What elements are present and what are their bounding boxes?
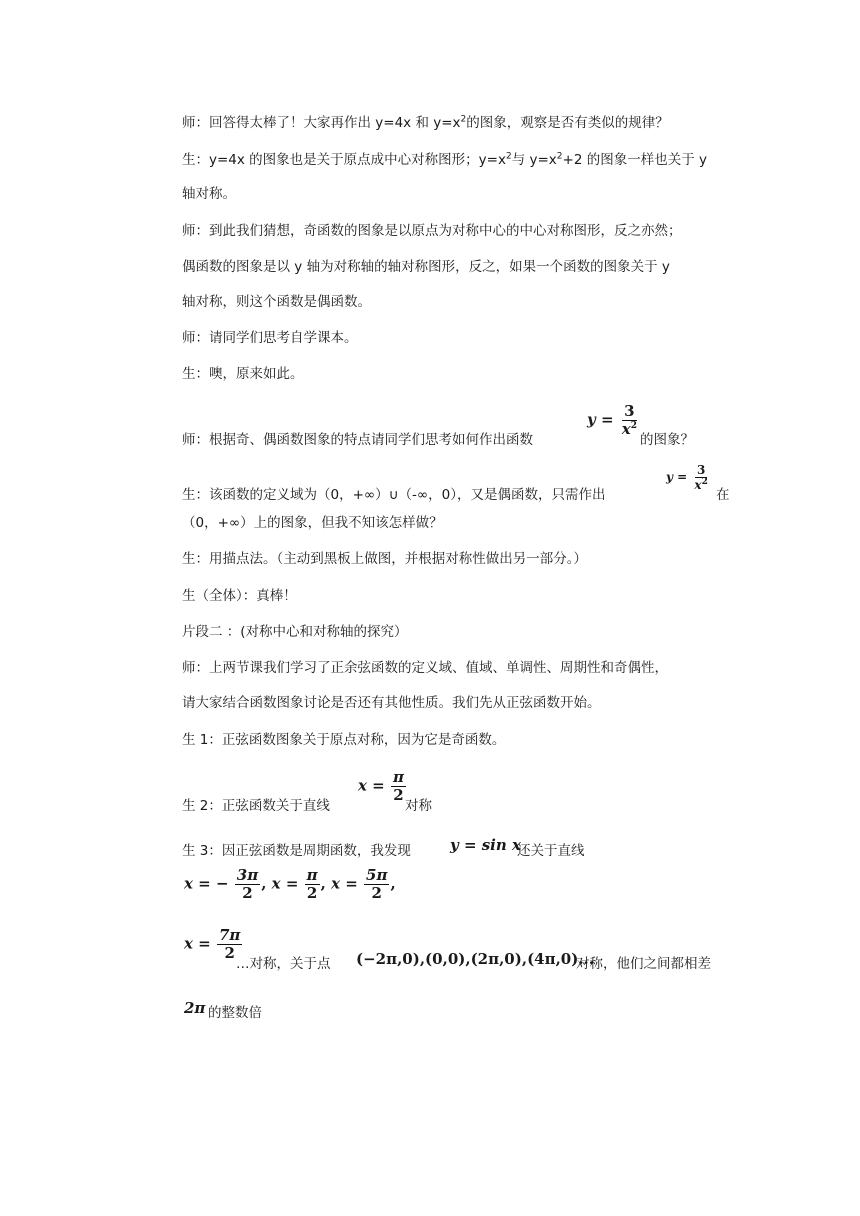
formula-text: y = xyxy=(587,410,614,429)
line-student-oh: 生：噢，原来如此。 xyxy=(182,366,304,382)
formula-y-sin-x xyxy=(450,836,521,854)
formula-text: x = − xyxy=(184,874,229,893)
numerator: 3 xyxy=(624,402,635,420)
text: +2 的图象一样也关于 y xyxy=(562,152,708,168)
exponent: 2 xyxy=(701,477,708,487)
denominator: 2 xyxy=(242,884,253,902)
comma: , xyxy=(261,874,267,893)
superscript: 2 xyxy=(505,151,512,162)
numerator: π xyxy=(392,768,404,786)
line-integer-multiple: 的整数倍 xyxy=(208,1005,262,1021)
denominator xyxy=(620,421,639,437)
superscript: 2 xyxy=(556,151,563,162)
formula-text: 2π xyxy=(184,999,206,1017)
formula-text: y = xyxy=(666,470,688,484)
exponent: 2 xyxy=(630,421,637,431)
text: 与 y=x xyxy=(511,152,557,168)
denominator: 2 xyxy=(371,884,382,902)
line-student-unsure: （0，+∞）上的图象，但我不知该怎样做？ xyxy=(182,515,443,531)
line-student-domain: 生：该函数的定义域为（0，+∞）∪（-∞，0），又是偶函数，只需作出 xyxy=(182,487,606,503)
line-student-plot: 生：用描点法。（主动到黑板上做图，并根据对称性做出另一部分。） xyxy=(182,551,587,567)
line-student3: 生 3：因正弦函数是周期函数，我发现 xyxy=(182,843,411,859)
fraction xyxy=(364,868,389,901)
line-teacher-question: 师：根据奇、偶函数图象的特点请同学们思考如何作出函数 xyxy=(182,432,533,448)
formula-text: x = xyxy=(358,776,385,795)
formula-2pi xyxy=(184,999,205,1017)
fraction xyxy=(620,404,639,437)
numerator: 5π xyxy=(366,866,388,884)
formula-symmetry-axes xyxy=(184,868,396,901)
line-teacher-review: 师：上两节课我们学习了正余弦函数的定义域、值域、单调性、周期性和奇偶性， xyxy=(182,660,668,676)
line-symmetric-points: …对称，关于点 xyxy=(236,956,331,972)
denominator: 2 xyxy=(224,944,235,962)
section-heading-two: 片段二 ：(对称中心和对称轴的探究） xyxy=(182,624,408,640)
comma: , xyxy=(390,874,396,893)
line-student2-end: 对称 xyxy=(405,798,432,814)
text: 师：回答得太棒了！大家再作出 y=4x 和 y=x xyxy=(182,115,461,131)
formula-text: x = xyxy=(271,874,299,893)
line-student3-end: 还关于直线 xyxy=(517,843,585,859)
line-even-conclusion: 轴对称，则这个函数是偶函数。 xyxy=(182,294,371,310)
formula-text: (−2π,0),(0,0),(2π,0),(4π,0)... xyxy=(356,950,595,968)
line-difference: 对称，他们之间都相差 xyxy=(576,956,711,972)
line-all-great: 生（全体）：真棒！ xyxy=(182,588,297,604)
text: 的图象，观察是否有类似的规律？ xyxy=(466,115,669,131)
denominator: 2 xyxy=(393,786,404,804)
fraction xyxy=(692,464,709,491)
line-student2: 生 2：正弦函数关于直线 xyxy=(182,798,330,814)
numerator: π xyxy=(306,866,318,884)
formula-text: x = xyxy=(184,934,211,953)
formula-text: y = sin x xyxy=(450,836,521,854)
line-axis-symmetry: 轴对称。 xyxy=(182,186,236,202)
formula-y-3-over-x2-small xyxy=(666,464,711,491)
formula-y-3-over-x2 xyxy=(587,404,640,437)
variable: x xyxy=(694,478,702,492)
fraction xyxy=(391,770,406,803)
formula-x-7pi-over-2 xyxy=(184,928,243,961)
line-student-domain-end: 在 xyxy=(716,487,730,503)
formula-text: x = xyxy=(331,874,358,893)
numerator: 3 xyxy=(696,463,706,477)
line-even-function: 偶函数的图象是以 y 轴为对称轴的轴对称图形，反之，如果一个函数的图象关于 y xyxy=(182,259,670,275)
formula-symmetry-points xyxy=(356,950,594,968)
text: 生：y=4x 的图象也是关于原点成中心对称图形；y=x xyxy=(182,152,506,168)
comma: , xyxy=(320,874,326,893)
numerator: 7π xyxy=(218,926,241,944)
denominator xyxy=(692,478,709,491)
line-teacher-question-end: 的图象？ xyxy=(640,432,694,448)
fraction xyxy=(235,868,260,901)
line-student-answer xyxy=(182,150,707,170)
formula-x-pi-over-2 xyxy=(358,770,407,803)
fraction xyxy=(305,868,320,901)
numerator: 3π xyxy=(236,866,259,884)
line-teacher-discuss: 请大家结合函数图象讨论是否还有其他性质。我们先从正弦函数开始。 xyxy=(182,695,601,711)
superscript: 2 xyxy=(460,114,467,125)
line-teacher-praise xyxy=(182,113,669,133)
line-student1: 生 1：正弦函数图象关于原点对称，因为它是奇函数。 xyxy=(182,732,506,748)
line-teacher-conjecture: 师：到此我们猜想，奇函数的图象是以原点为对称中心的中心对称图形，反之亦然； xyxy=(182,223,682,239)
variable: x xyxy=(621,420,631,438)
line-teacher-self-study: 师：请同学们思考自学课本。 xyxy=(182,330,358,346)
denominator: 2 xyxy=(306,884,318,902)
